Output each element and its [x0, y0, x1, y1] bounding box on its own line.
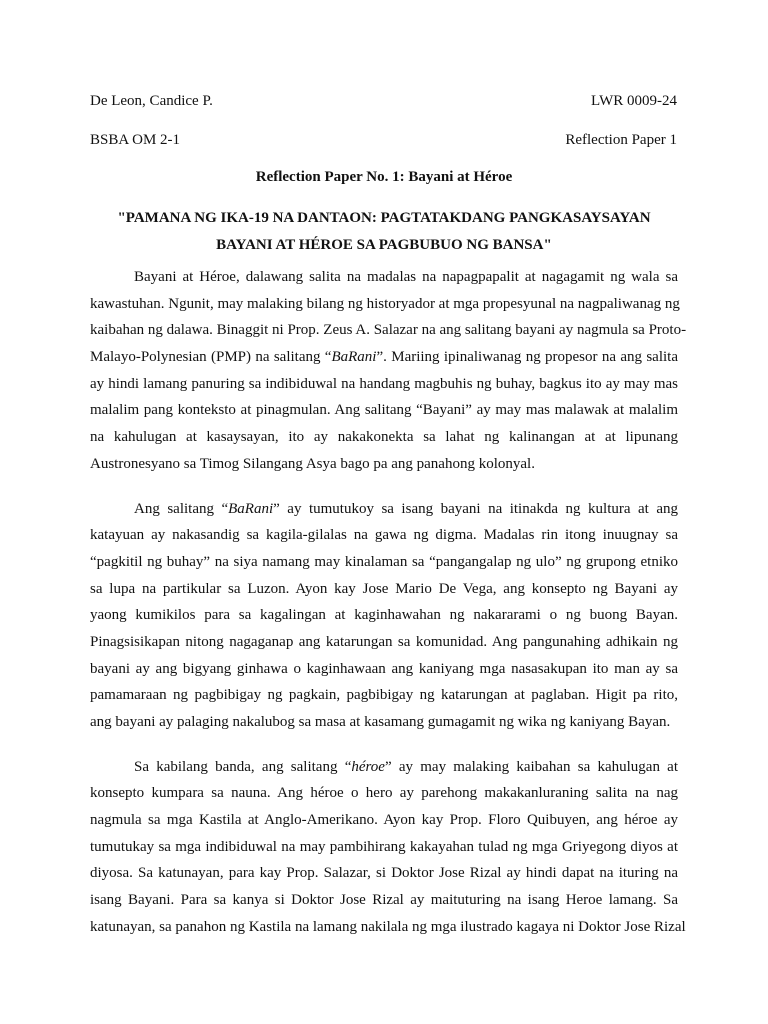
paragraph-line: yaong kumikilos para sa kagalingan at kaginhawahan ng nakararami o ng buong Bayan. [90, 607, 678, 624]
subtitle-line-2: BAYANI AT HÉROE SA PAGBUBUO NG BANSA" [216, 237, 552, 253]
paragraph-line: Pinagsisikapan nitong nagaganap ang katarungan sa komunidad. Ang pangunahing adhikain ng [90, 633, 678, 650]
paragraph-line: ang bayani ay palaging nakalubog sa masa at kasamang gumagamit ng wika ng kaniyang Bayan. [90, 714, 671, 730]
author-name: De Leon, Candice P. [90, 93, 213, 109]
paragraph-line: kaibahan ng dalawa. Binaggit ni Prop. Zeus A. Salazar na ang salitang bayani ay nagmula sa Proto- [90, 322, 687, 339]
paper-subtitle [90, 205, 678, 259]
subtitle-line-1: "PAMANA NG IKA-19 NA DANTAON: PAGTATAKDANG PANGKASAYSAYAN [117, 210, 651, 226]
paragraph-line: malalim pang konteksto at pinagmulan. Ang salitang “Bayani” ay may mas malawak at malalim [90, 402, 678, 419]
paragraph-line: diyosa. Sa katunayan, para kay Prop. Salazar, si Doktor Jose Rizal ay hindi dapat na ituring na [90, 865, 678, 882]
paragraph-1 [90, 264, 687, 478]
essay-body [90, 264, 687, 959]
paragraph-line: Bayani at Héroe, dalawang salita na madalas na napagpapalit at nagagamit ng wala sa [134, 269, 678, 285]
paragraph-line: kawastuhan. Ngunit, may malaking bilang ng historyador at mga propesyunal na nagpaliwanag ng [90, 295, 680, 312]
paragraph-line: Malayo-Polynesian (PMP) na salitang “BaRani”. Mariing ipinaliwanag ng propesor na ang salita [90, 349, 678, 366]
paper-title: Reflection Paper No. 1: Bayani at Héroe [255, 169, 513, 185]
paragraph-line: pamamaraan ng pagbibigay ng pagkain, pagbibigay ng katarungan at paglaban. Higit pa rito, [90, 687, 678, 704]
paragraph-line: ay hindi lamang panuring sa indibiduwal na handang magbuhis ng buhay, bagkus ito ay may mas [90, 375, 678, 392]
course-code: LWR 0009-24 [591, 93, 677, 109]
paragraph-2 [90, 496, 678, 736]
paragraph-line: Austronesyano sa Timog Silangang Asya bago pa ang panahong kolonyal. [90, 455, 535, 472]
paragraph-line: na kahulugan at kasaysayan, ito ay nakakonekta sa lahat ng kalinangan at at lipunang [90, 429, 678, 446]
paragraph-line: Sa kabilang banda, ang salitang “héroe” ay may malaking kaibahan sa kahulugan at [134, 758, 679, 775]
paragraph-line: “pagkitil ng buhay” na siya namang may kinalaman sa “pangangalap ng ulo” ng grupong etniko [90, 553, 678, 570]
paragraph-line: katunayan, sa panahon ng Kastila na lamang nakilala ng mga ilustrado kagaya ni Doktor Jose Rizal [90, 918, 686, 935]
paragraph-line: Ang salitang “BaRani” ay tumutukoy sa isang bayani na itinakda ng kultura at ang [134, 500, 678, 517]
paragraph-line: nagmula sa mga Kastila at Anglo-Amerikano. Ayon kay Prop. Floro Quibuyen, ang héroe ay [90, 812, 678, 829]
section-label: BSBA OM 2-1 [90, 132, 181, 148]
paragraph-line: isang Bayani. Para sa kanya si Doktor Jose Rizal ay maituturing na isang Heroe lamang. Sa [90, 892, 678, 909]
paragraph-3 [90, 754, 686, 941]
paragraph-line: tumutukay sa mga indibiduwal na may pambihirang kakayahan tulad ng mga Griyegong diyos at [90, 838, 678, 855]
paragraph-line: konsepto kumpara sa nauna. Ang héroe o hero ay parehong makakanluraning salita na nag [90, 785, 678, 802]
paragraph-line: sa lupa na partikular sa Luzon. Ayon kay Jose Mario De Vega, ang konsepto ng Bayani ay [90, 580, 678, 597]
paper-label: Reflection Paper 1 [565, 132, 677, 148]
paragraph-line: bayani ay ang bigyang ginhawa o kaginhawaan ang kaniyang mga nasasakupan ito man ay sa [90, 660, 678, 677]
paragraph-line: katayuan ay nakasandig sa kagila-gilalas na gawa ng digma. Madalas rin itong inuugnay sa [90, 527, 678, 544]
